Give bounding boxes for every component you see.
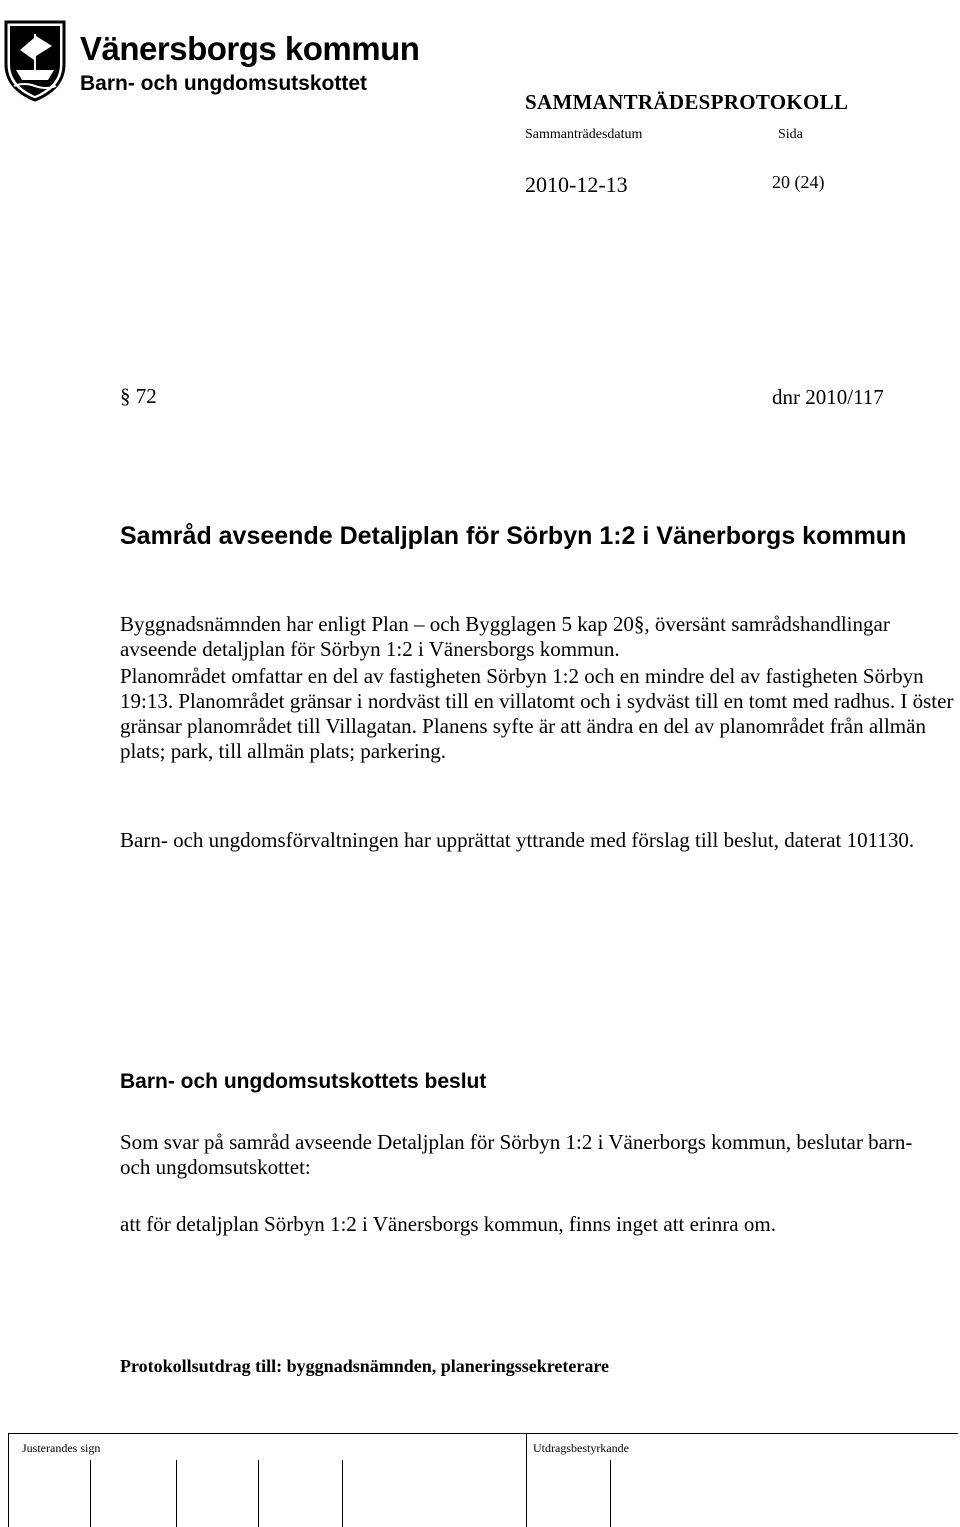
signature-box-divider [176, 1460, 177, 1527]
meeting-date-label: Sammanträdesdatum [525, 127, 643, 142]
body-paragraph: Planområdet omfattar en del av fastigheten Sörbyn 1:2 och en mindre del av fastigheten Sörbyn 19:13. Planområdet gränsar i nordväst till en villatomt och i sydväst till en tomt med radhus. I öster gränsar planområdet till Villagatan. Planens syfte är att ändra en del av planområdet från allmän plats; park, till allmän plats; parkering. [120, 664, 954, 763]
body-paragraph: Byggnadsnämnden har enligt Plan – och Bygglagen 5 kap 20§, översänt samrådshandlingar avseende detaljplan för Sörbyn 1:2 i Vänersborgs kommun. [120, 612, 890, 661]
diary-number: dnr 2010/117 [772, 385, 884, 409]
page-label: Sida [778, 127, 803, 142]
footer-divider [8, 1433, 958, 1434]
municipality-logo-icon [2, 20, 68, 102]
signature-box-divider [258, 1460, 259, 1527]
decision-intro: Som svar på samråd avseende Detaljplan för Sörbyn 1:2 i Vänerborgs kommun, beslutar barn- och ungdomsutskottet: [120, 1130, 913, 1179]
decision-text: att för detaljplan Sörbyn 1:2 i Vänersborgs kommun, finns inget att erinra om. [120, 1212, 776, 1236]
document-type-title: SAMMANTRÄDESPROTOKOLL [525, 90, 849, 114]
signature-box-divider [610, 1460, 611, 1527]
paragraph-number: § 72 [120, 384, 157, 408]
body-paragraph: Barn- och ungdomsförvaltningen har upprättat yttrande med förslag till beslut, daterat 101130. [120, 828, 915, 852]
footer-left-border [8, 1433, 9, 1527]
signature-box-divider [342, 1460, 343, 1527]
organization-name: Vänersborgs kommun [80, 30, 420, 67]
excerpt-certification-label: Utdragsbestyrkande [533, 1441, 629, 1455]
footer-separator [526, 1433, 527, 1527]
decision-heading: Barn- och ungdomsutskottets beslut [120, 1070, 487, 1093]
adjuster-signature-label: Justerandes sign [22, 1441, 101, 1455]
item-title: Samråd avseende Detaljplan för Sörbyn 1:2 i Vänerborgs kommun [120, 522, 907, 550]
meeting-date: 2010-12-13 [525, 172, 628, 197]
page-number: 20 (24) [772, 172, 825, 192]
distribution-list: Protokollsutdrag till: byggnadsnämnden, planeringssekreterare [120, 1356, 610, 1376]
organization-unit: Barn- och ungdomsutskottet [80, 72, 367, 95]
signature-box-divider [90, 1460, 91, 1527]
